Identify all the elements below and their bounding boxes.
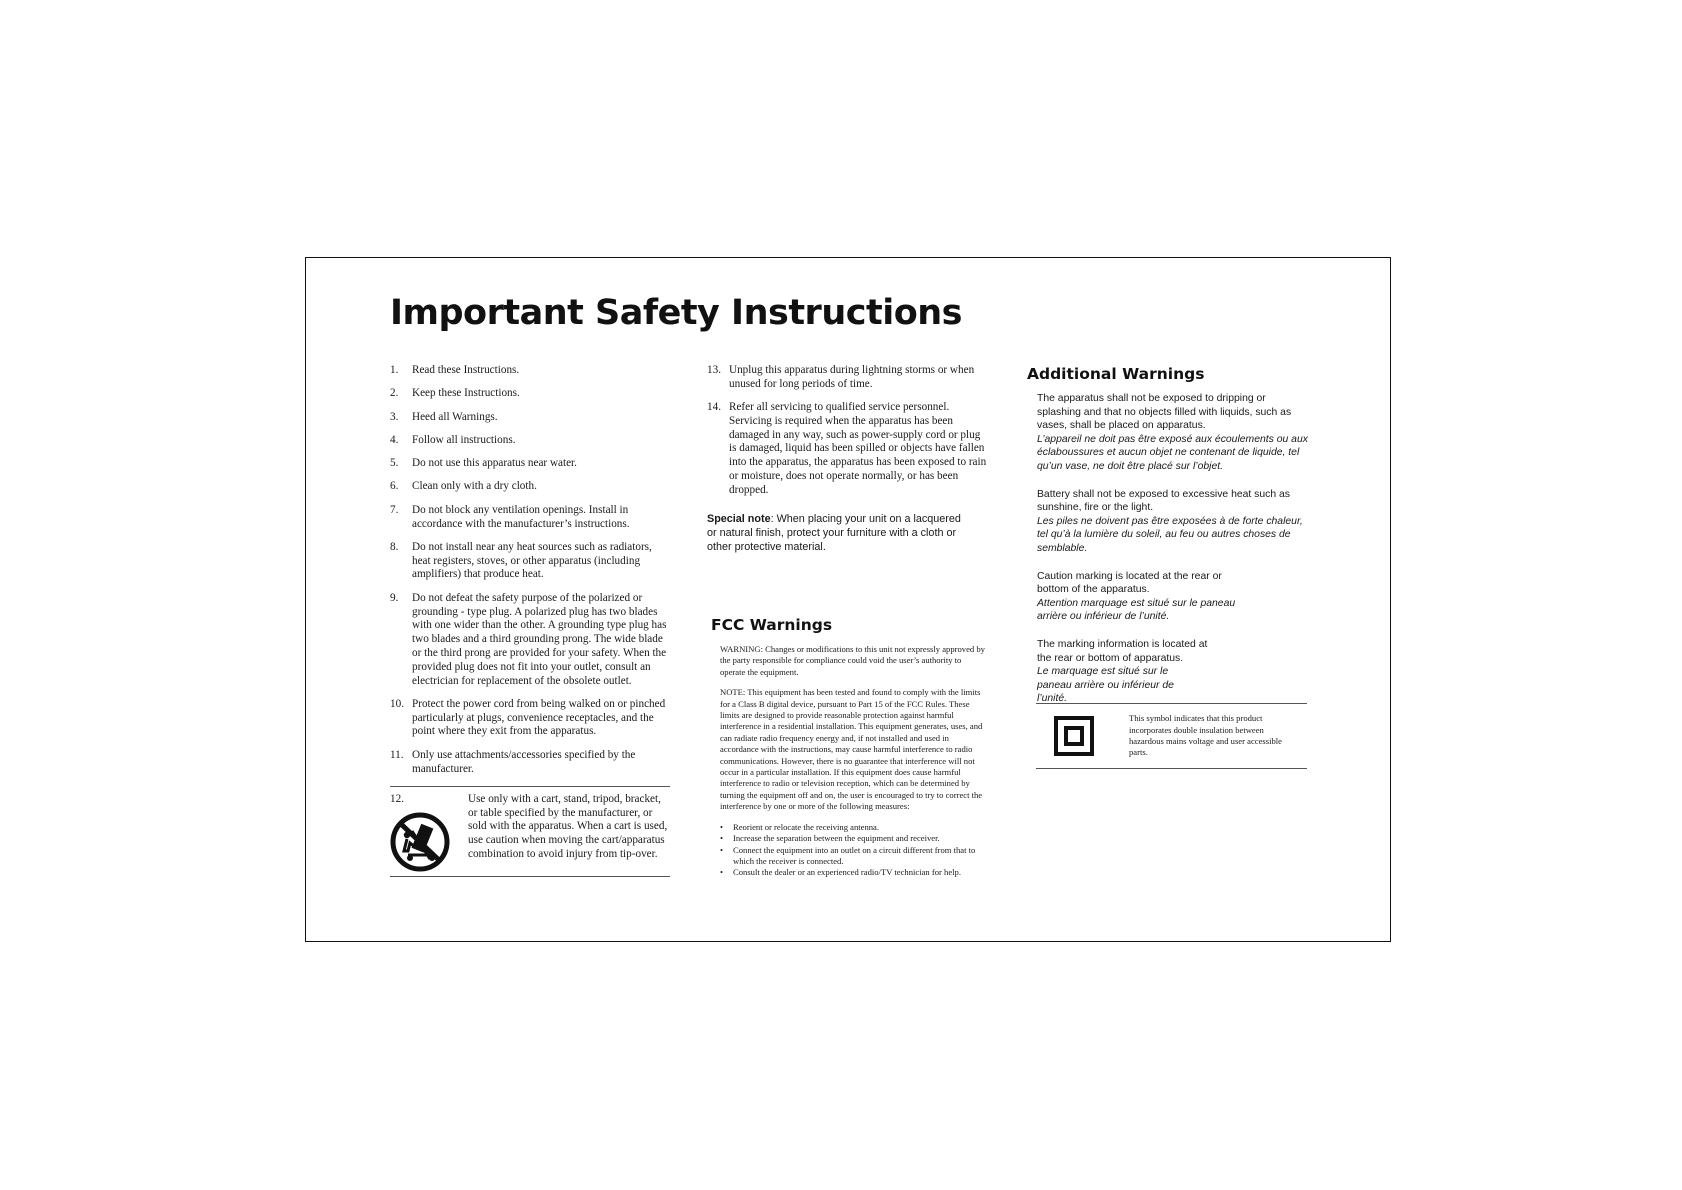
- instructions-column-1: [390, 364, 670, 877]
- list-item: 11. Only use attachments/accessories specified by the manufacturer.: [390, 748, 636, 775]
- list-item: • Connect the equipment into an outlet on a circuit different from that to which the receiver is connected.: [720, 844, 976, 866]
- cart-warning-text: Use only with a cart, stand, tripod, bracket, or table specified by the manufacturer, or sold with the apparatus. When a cart is used, use caution when moving the cart/apparatus combination to avoid injury from tip-over.: [468, 792, 668, 861]
- warning-paragraph: The apparatus shall not be exposed to dripping or splashing and that no objects filled with liquids, such as vases, shall be placed on apparatus. L’appareil ne doit pas être exposé aux écoulements ou aux éclaboussures et aucun objet ne contenant de liquide, tel qu’un vase, ne doit être placé sur l’objet.: [1037, 393, 1308, 472]
- double-insulation-notice: [1036, 703, 1307, 769]
- list-item: 5. Do not use this apparatus near water.: [390, 457, 577, 470]
- double-insulation-text: This symbol indicates that this product incorporates double insulation between hazardous mains voltage and user accessible parts.: [1129, 713, 1282, 758]
- list-item: 3. Heed all Warnings.: [390, 410, 498, 423]
- double-insulation-icon: [1054, 716, 1094, 756]
- warning-paragraph: Battery shall not be exposed to excessive heat such as sunshine, fire or the light. Les piles ne doivent pas être exposées à de forte chaleur, tel qu’à la lumière du soleil, au feu ou autres choses de semblable.: [1037, 488, 1303, 554]
- list-item: 13. Unplug this apparatus during lightning storms or when unused for long periods of time.: [707, 364, 975, 390]
- list-item: 2. Keep these Instructions.: [390, 387, 520, 400]
- list-item: • Reorient or relocate the receiving antenna.: [720, 821, 880, 832]
- list-item: • Increase the separation between the equipment and receiver.: [720, 833, 940, 844]
- special-note-label: Special note: [707, 512, 771, 525]
- bullet-icon: •: [720, 833, 724, 844]
- warning-paragraph: The marking information is located at the rear or bottom of apparatus. Le marquage est situé sur le paneau arrière ou inférieur de l’unité.: [1037, 638, 1208, 705]
- special-note-text: : When placing your unit on a lacquered or natural finish, protect your furniture with a cloth or other protective material.: [707, 512, 961, 553]
- cart-tip-over-warning-icon: [390, 811, 450, 873]
- special-note: [707, 512, 972, 554]
- warning-paragraph: Caution marking is located at the rear or bottom of the apparatus. Attention marquage est situé sur le paneau arrière ou inférieur de l’unité.: [1037, 570, 1236, 623]
- bullet-icon: •: [720, 821, 724, 832]
- cart-warning: [390, 786, 670, 877]
- instructions-column-2: [707, 364, 989, 554]
- additional-warnings-heading: Additional Warnings: [1027, 365, 1205, 383]
- instruction-list: [390, 364, 670, 776]
- fcc-heading: FCC Warnings: [711, 616, 833, 634]
- list-item: 6. Clean only with a dry cloth.: [390, 480, 537, 493]
- additional-warnings-section: [1037, 392, 1312, 720]
- list-item: 7. Do not block any ventilation openings. Install in accordance with the manufacturer’s instructions.: [390, 503, 630, 530]
- bullet-icon: •: [720, 867, 724, 878]
- fcc-measures-list: [720, 822, 988, 879]
- list-item: 10. Protect the power cord from being walked on or pinched particularly at plugs, convenience receptacles, and the point where they exit from the apparatus.: [390, 697, 666, 738]
- cart-item-number: 12.: [390, 792, 404, 805]
- list-item: 4. Follow all instructions.: [390, 433, 516, 446]
- bullet-icon: •: [720, 844, 724, 855]
- list-item: 14. Refer all servicing to qualified service personnel. Servicing is required when the apparatus has been damaged in any way, such as power-supply cord or plug is damaged, liquid has been spilled or objects have fallen into the apparatus, the apparatus has been exposed to rain or moisture, does not operate normally, or has been dropped.: [707, 401, 987, 496]
- list-item: 8. Do not install near any heat sources such as radiators, heat registers, stoves, or other apparatus (including amplifiers) that produce heat.: [390, 540, 652, 581]
- fcc-section: [720, 644, 988, 879]
- list-item: • Consult the dealer or an experienced radio/TV technician for help.: [720, 867, 961, 878]
- fcc-warning-text: WARNING: Changes or modifications to this unit not expressly approved by the party responsible for compliance could void the user’s authority to operate the equipment.: [720, 644, 985, 677]
- page-title: Important Safety Instructions: [390, 293, 963, 333]
- fcc-note-text: NOTE: This equipment has been tested and found to comply with the limits for a Class B digital device, pursuant to Part 15 of the FCC Rules. These limits are designed to provide reasonable protection against harmful interference in a residential installation. This equipment generates, uses, and can radiate radio frequency energy and, if not installed and used in accordance with the instructions, may cause harmful interference to radio communications. However, there is no guarantee that interference will not occur in a particular installation. If this equipment does cause harmful interference to radio or television reception, which can be determined by turning the equipment off and on, the user is encouraged to try to correct the interference by one or more of the following measures:: [720, 687, 983, 812]
- list-item: 1. Read these Instructions.: [390, 364, 520, 376]
- instruction-list-continued: [707, 364, 989, 498]
- list-item: 9. Do not defeat the safety purpose of the polarized or grounding - type plug. A polarized plug has two blades with one wider than the other. A grounding type plug has two blades and a third grounding prong. The wide blade or the third prong are provided for your safety. When the provided plug does not fit into your outlet, consult an electrician for replacement of the obsolete outlet.: [390, 591, 667, 687]
